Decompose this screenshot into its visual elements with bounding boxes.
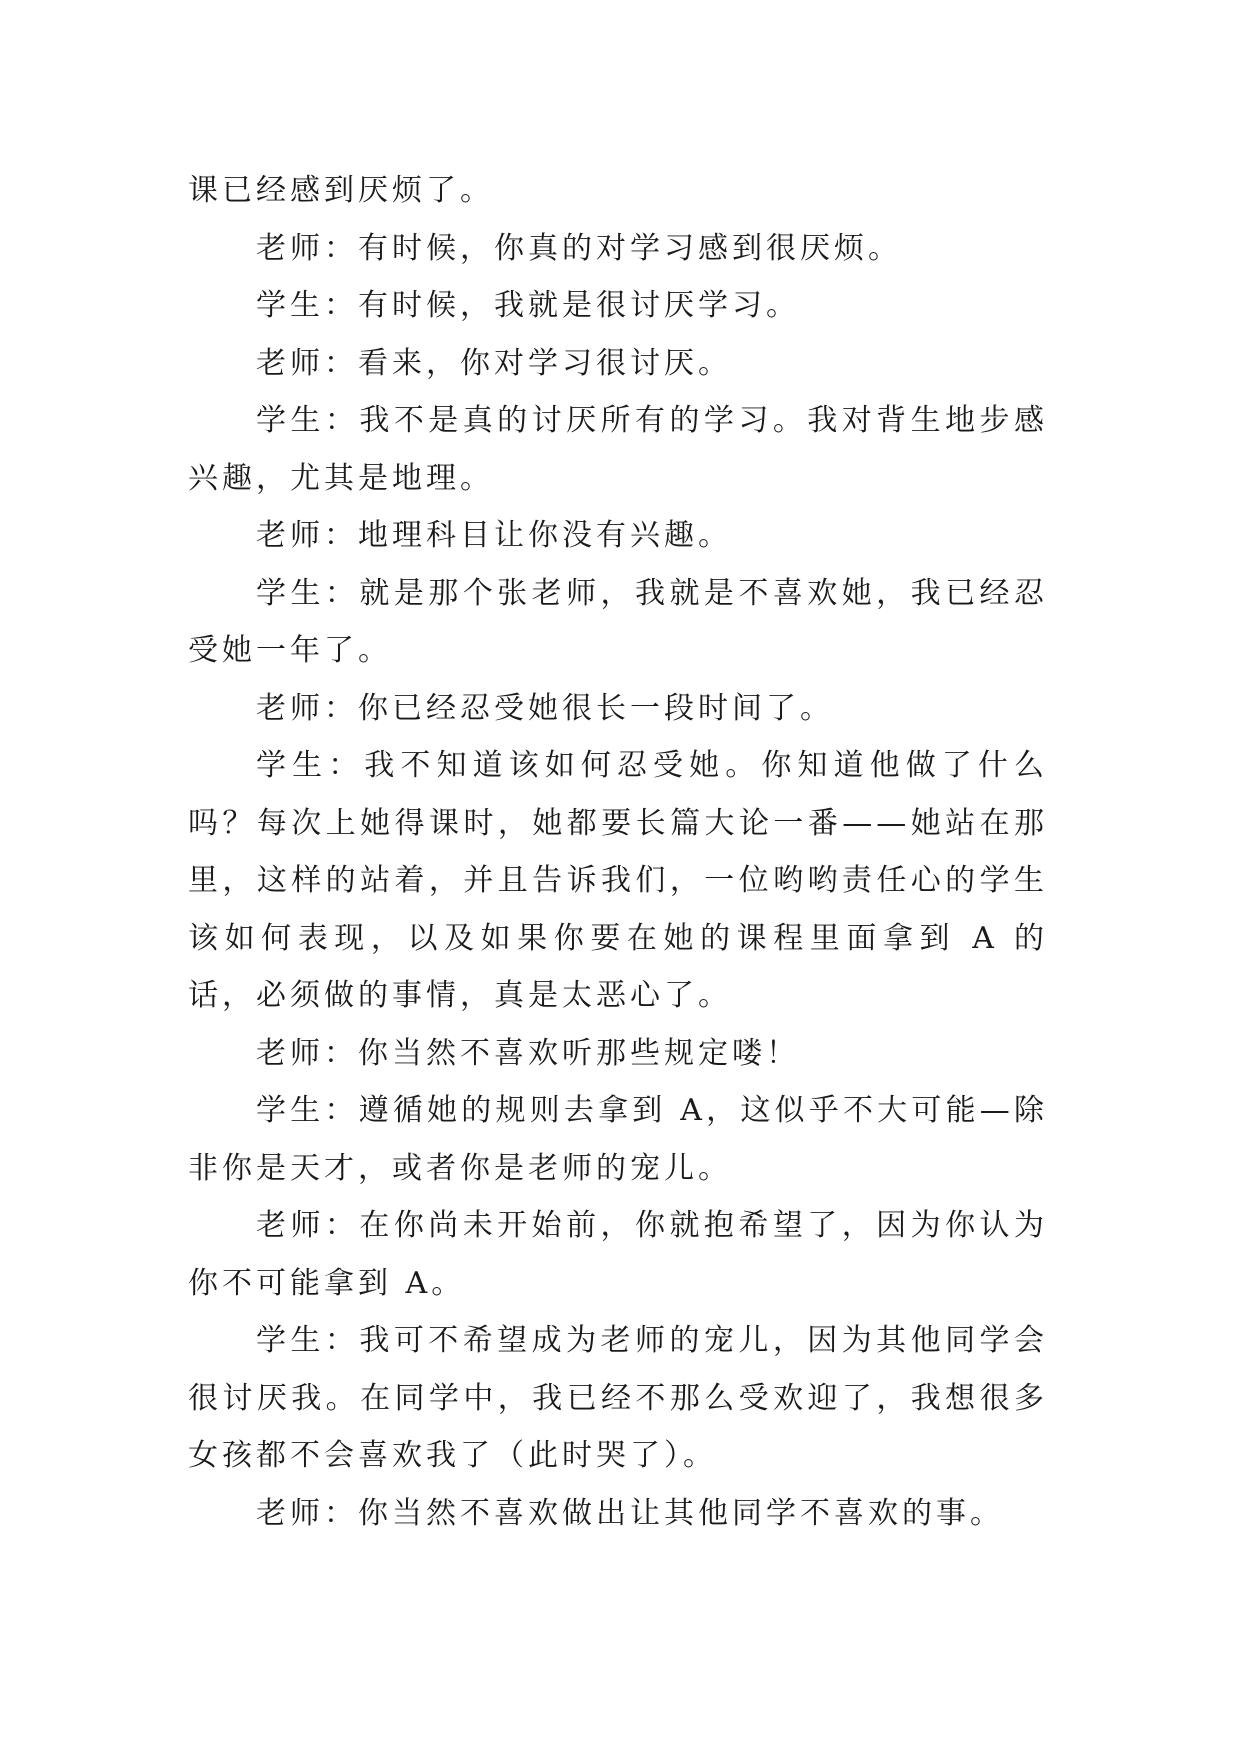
paragraph-teacher: 老师：你当然不喜欢听那些规定喽！ <box>256 1035 800 1071</box>
paragraph-student: 学生：有时候，我就是很讨厌学习。 <box>256 288 800 323</box>
paragraph-student: 学生：我可不希望成为老师的宠儿，因为其他同学会很讨厌我。在同学中，我已经不那么受欢迎了，我想很多女孩都不会喜欢我了（此时哭了）。 <box>188 1323 1048 1473</box>
paragraph-teacher: 老师：地理科目让你没有兴趣。 <box>256 518 732 553</box>
paragraph-teacher: 老师：在你尚未开始前，你就抱希望了，因为你认为你不可能拿到 A。 <box>188 1208 1048 1301</box>
paragraph-teacher: 老师：有时候，你真的对学习感到很厌烦。 <box>256 230 902 266</box>
paragraph-student: 学生：遵循她的规则去拿到 A，这似乎不大可能—除非你是天才，或者你是老师的宠儿。 <box>188 1093 1048 1186</box>
paragraph-student: 学生：我不是真的讨厌所有的学习。我对背生地步感兴趣，尤其是地理。 <box>188 403 1048 496</box>
paragraph-teacher: 老师：你已经忍受她很长一段时间了。 <box>256 690 834 726</box>
paragraph-teacher: 老师：看来，你对学习很讨厌。 <box>256 345 732 381</box>
paragraph-teacher: 老师：你当然不喜欢做出让其他同学不喜欢的事。 <box>256 1495 1004 1531</box>
dialogue-text <box>188 162 1048 1542</box>
paragraph-continuation: 课已经感到厌烦了。 <box>188 173 494 208</box>
paragraph-student: 学生：我不知道该如何忍受她。你知道他做了什么吗？每次上她得课时，她都要长篇大论一番——她站在那里，这样的站着，并且告诉我们，一位哟哟责任心的学生该如何表现，以及如果你要在她的课程里面拿到 A 的话，必须做的事情，真是太恶心了。 <box>188 748 1048 1013</box>
paragraph-student: 学生：就是那个张老师，我就是不喜欢她，我已经忍受她一年了。 <box>188 575 1048 668</box>
